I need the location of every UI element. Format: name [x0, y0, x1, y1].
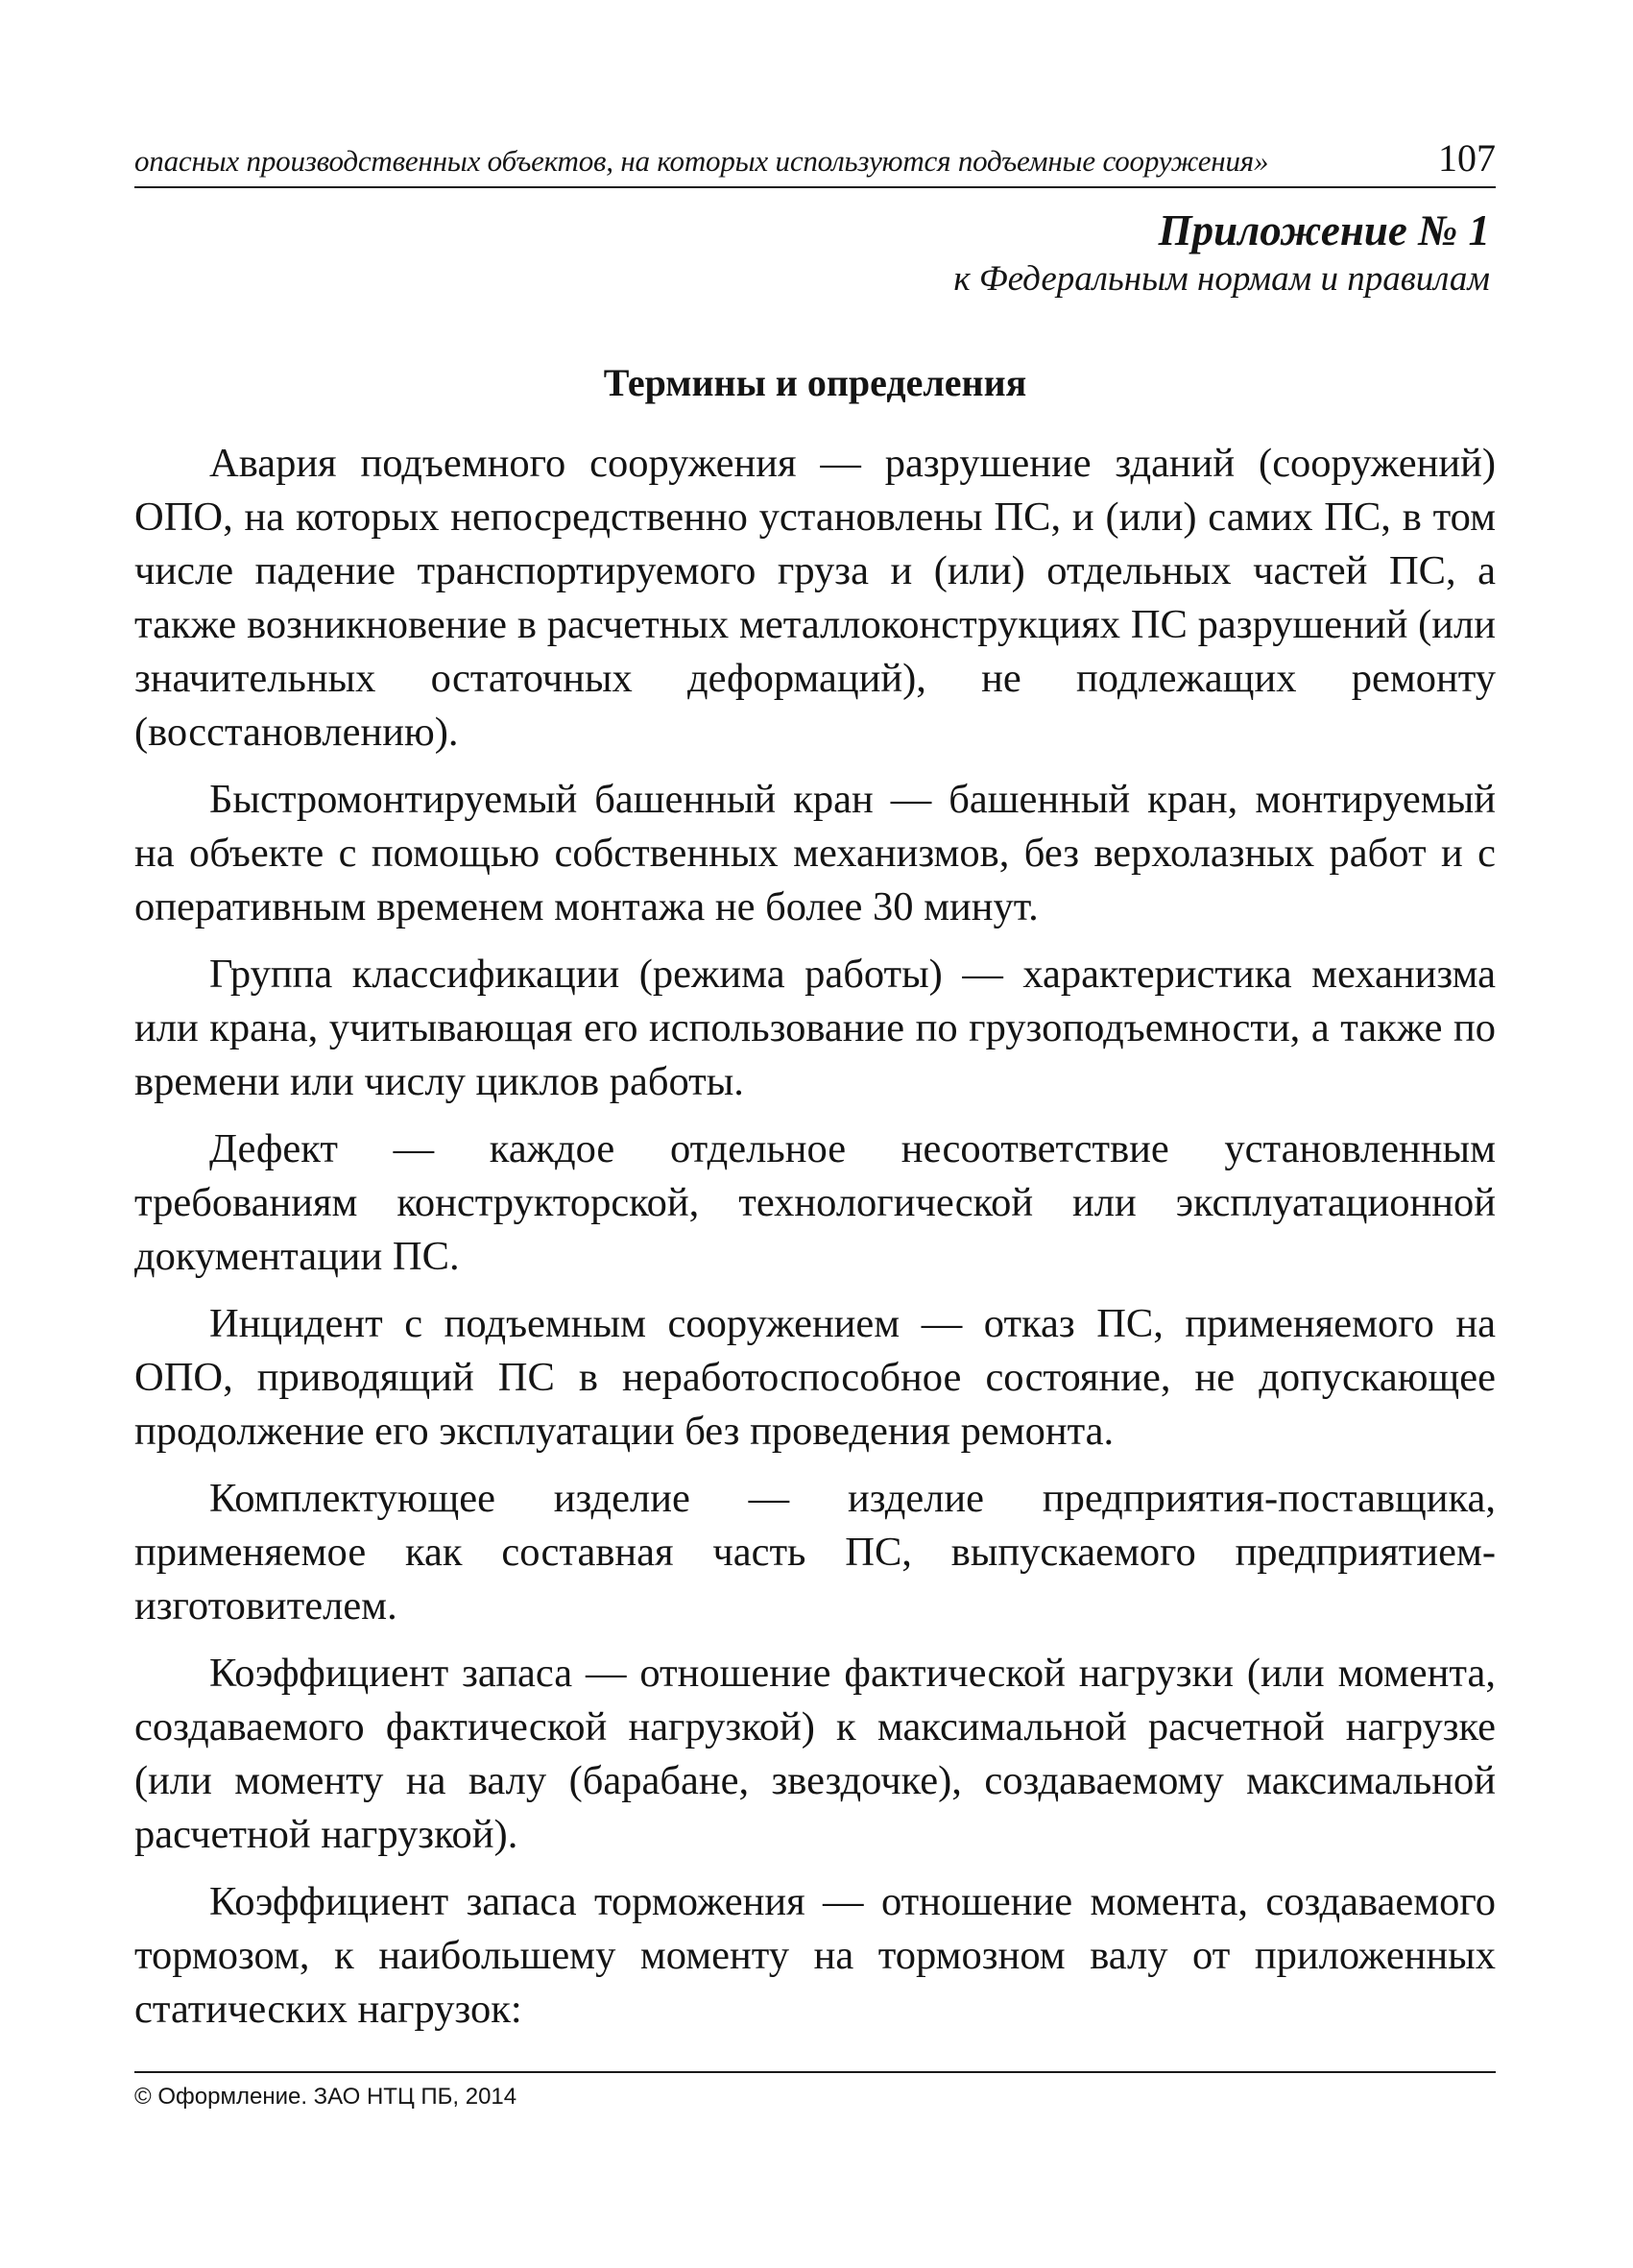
appendix-subtitle: к Федеральным нормам и правилам: [953, 259, 1490, 299]
terms-list: [134, 437, 1496, 2050]
footer-copyright: © Оформление. ЗАО НТЦ ПБ, 2014: [134, 2084, 517, 2110]
term-definition-safety-factor: Коэффициент запаса — отношение фактической нагрузки (или момента, создаваемого фактической нагрузкой) к максимальной расчетной нагрузке (или моменту на валу (барабане, звездочке), создаваемому максимальной расчетной нагрузкой).: [134, 1651, 1496, 1857]
footer-divider: [134, 2071, 1496, 2073]
running-header: [134, 127, 1496, 188]
term-definition-incident: Инцидент с подъемным сооружением — отказ ПС, применяемого на ОПО, приводящий ПС в неработоспособное состояние, не допускающее продолжение его эксплуатации без проведения ремонта.: [134, 1301, 1496, 1454]
section-title: Термины и определения: [603, 361, 1027, 404]
term-definition-component: Комплектующее изделие — изделие предприятия-поставщика, применяемое как составная часть ПС, выпускаемого предприятием-изготовителем.: [134, 1476, 1496, 1629]
page-number: 107: [1438, 136, 1496, 180]
term-definition-defect: Дефект — каждое отдельное несоответствие установленным требованиям конструкторской, технологической или эксплуатационной документации ПС.: [134, 1126, 1496, 1279]
term-definition-tower-crane: Быстромонтируемый башенный кран — башенный кран, монтируемый на объекте с помощью собственных механизмов, без верхолазных работ и с оперативным временем монтажа не более 30 минут.: [134, 777, 1496, 929]
term-definition-classification-group: Группа классификации (режима работы) — характеристика механизма или крана, учитывающая его использование по грузоподъемности, а также по времени или числу циклов работы.: [134, 952, 1496, 1104]
running-title: опасных производственных объектов, на которых используются подъемные сооружения»: [134, 144, 1269, 178]
term-definition-braking-factor: Коэффициент запаса торможения — отношение момента, создаваемого тормозом, к наибольшему моменту на тормозном валу от приложенных статических нагрузок:: [134, 1879, 1496, 2032]
appendix-heading: [953, 204, 1490, 302]
term-definition-accident: Авария подъемного сооружения — разрушение зданий (сооружений) ОПО, на которых непосредственно установлены ПС, и (или) самих ПС, в том числе падение транспортируемого груза и (или) отдельных частей ПС, а также возникновение в расчетных металлоконструкциях ПС разрушений (или значительных остаточных деформаций), не подлежащих ремонту (восстановлению).: [134, 441, 1496, 755]
document-page: [134, 0, 1498, 2268]
appendix-title: Приложение № 1: [1158, 206, 1490, 254]
